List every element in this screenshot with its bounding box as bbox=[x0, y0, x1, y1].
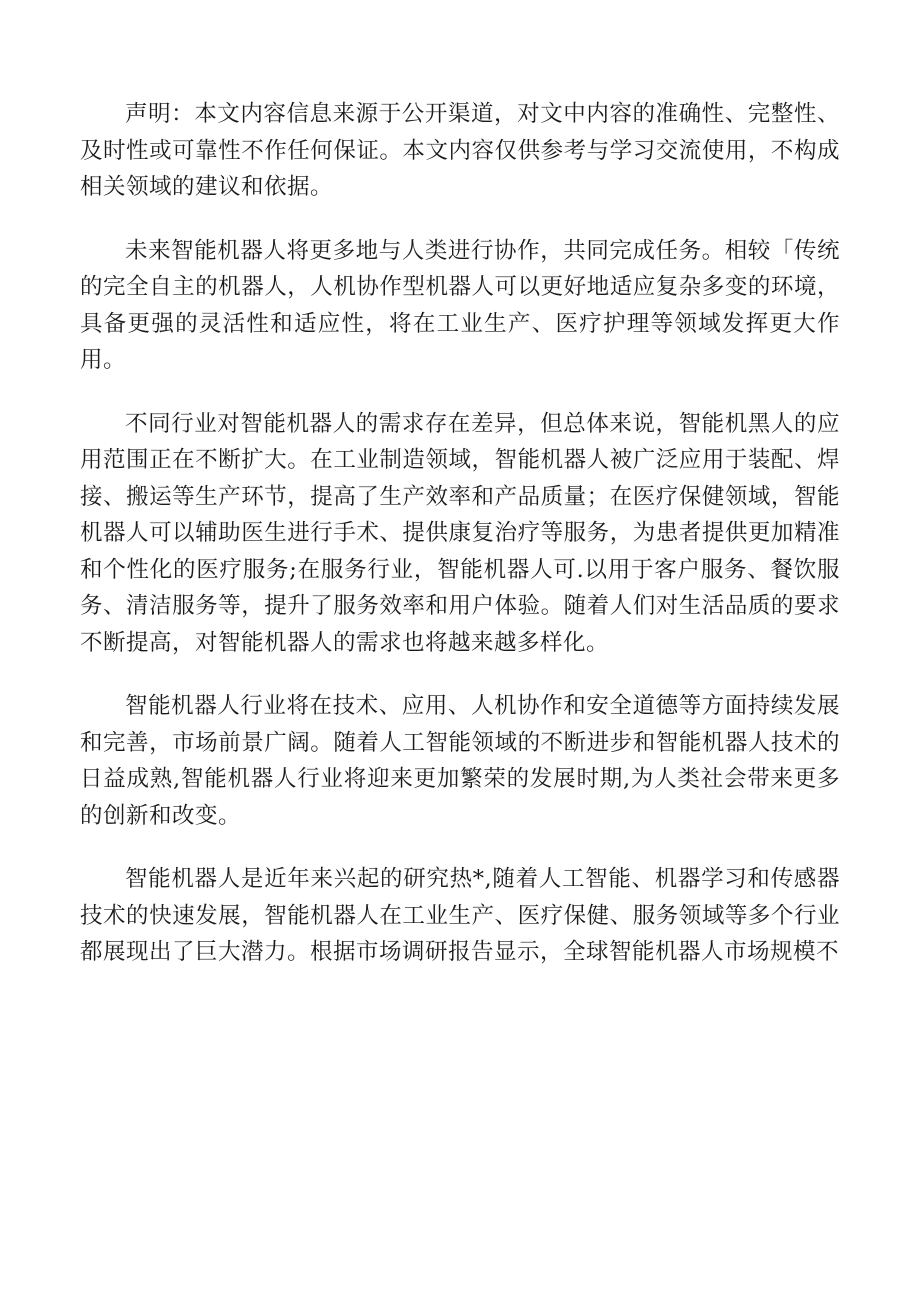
body-paragraph: 未来智能机器人将更多地与人类进行协作，共同完成任务。相较「传统的完全自主的机器人，人机协作型机器人可以更好地适应复杂多变的环境，具备更强的灵活性和适应性，将在工业生产、医疗护理等领域发挥更大作用。 bbox=[80, 237, 840, 373]
body-paragraph: 智能机器人行业将在技术、应用、人机协作和安全道德等方面持续发展和完善，市场前景广阔。随着人工智能领域的不断进步和智能机器人技术的日益成熟,智能机器人行业将迎来更加繁荣的发展时期,为人类社会带来更多的创新和改变。 bbox=[80, 693, 840, 829]
disclaimer-paragraph: 声明：本文内容信息来源于公开渠道，对文中内容的准确性、完整性、及时性或可靠性不作任何保证。本文内容仅供参考与学习交流使用，不构成相关领域的建议和依据。 bbox=[80, 101, 840, 200]
body-paragraph: 智能机器人是近年来兴起的研究热*,随着人工智能、机器学习和传感器技术的快速发展，智能机器人在工业生产、医疗保健、服务领域等多个行业都展现出了巨大潜力。根据市场调研报告显示，全球智能机器人市场规模不 bbox=[80, 866, 840, 965]
body-paragraph: 不同行业对智能机器人的需求存在差异，但总体来说，智能机黑人的应用范围正在不断扩大。在工业制造领域，智能机器人被广泛应用于装配、焊接、搬运等生产环节，提高了生产效率和产品质量；在医疗保健领域，智能机器人可以辅助医生进行手术、提供康复治疗等服务，为患者提供更加精准和个性化的医疗服务;在服务行业，智能机器人可.以用于客户服务、餐饮服务、清洁服务等，提升了服务效率和用户体验。随着人们对生活品质的要求不断提高，对智能机器人的需求也将越来越多样化。 bbox=[80, 410, 840, 656]
